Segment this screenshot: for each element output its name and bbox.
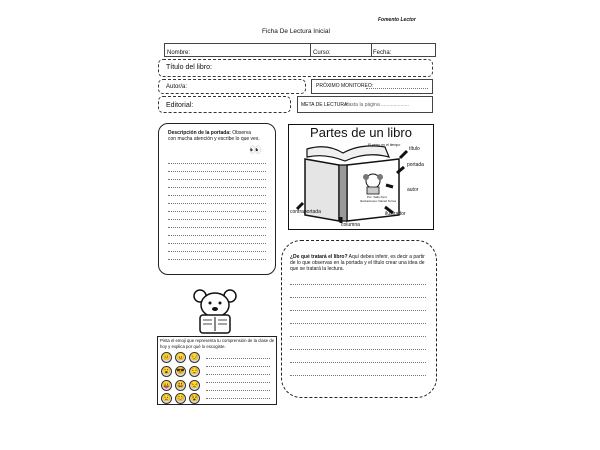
reading-goal-label: META DE LECTURA: — [301, 102, 349, 108]
write-line — [168, 187, 266, 188]
write-line — [168, 259, 266, 260]
write-line — [290, 336, 426, 337]
write-line — [168, 243, 266, 244]
emoji-face[interactable]: 😐 — [162, 354, 171, 361]
emoji-face[interactable]: 😵 — [190, 395, 199, 402]
emoji-face[interactable]: 😠 — [176, 354, 185, 361]
book-byline: Por: Sally Kent — [367, 195, 387, 199]
emoji-face[interactable]: 😮 — [162, 368, 171, 375]
label-contraportada: contraportada — [290, 209, 321, 215]
write-line — [206, 366, 270, 367]
parts-title: Partes de un libro — [310, 125, 412, 140]
page-title: Ficha De Lectura Inicial — [262, 28, 330, 35]
write-line — [290, 323, 426, 324]
write-line — [168, 195, 266, 196]
publisher-label: Editorial: — [166, 102, 194, 109]
reading-goal-text: Hasta la página .................... — [345, 102, 409, 108]
write-line — [206, 390, 270, 391]
write-line — [168, 235, 266, 236]
write-line — [206, 382, 270, 383]
label-autor: autor — [407, 187, 419, 193]
name-field[interactable]: Nombre: — [167, 50, 191, 56]
date-field[interactable]: Fecha: — [373, 50, 392, 56]
label-columna: columna — [341, 222, 360, 228]
write-line — [168, 163, 266, 164]
write-line — [290, 362, 426, 363]
label-portada: portada — [407, 162, 424, 168]
write-line — [290, 349, 426, 350]
prediction-title: ¿De qué tratará el libro? — [290, 254, 348, 260]
emoji-face[interactable]: 😌 — [190, 368, 199, 375]
divider — [310, 44, 311, 56]
cover-description-title: Descripción de la portada: — [168, 130, 231, 136]
write-line — [206, 398, 270, 399]
cover-description-body: Observa con mucha atención y escribe lo que ves. — [168, 130, 260, 142]
monitor-line — [366, 88, 428, 89]
write-line — [290, 297, 426, 298]
write-line — [168, 203, 266, 204]
book-title-label: Título del libro: — [166, 64, 212, 71]
write-line — [206, 358, 270, 359]
bear-reading-icon — [192, 287, 238, 335]
book-page-title: El perro en el tiempo — [368, 143, 401, 147]
prediction-body: Aquí debes inferir, es decir a partir de lo que observas en la portada y el título crear una idea de que se tratará la lectura. — [290, 254, 425, 272]
write-line — [290, 310, 426, 311]
write-line — [168, 179, 266, 180]
parts-of-book-panel — [288, 124, 434, 230]
write-line — [168, 219, 266, 220]
write-line — [206, 374, 270, 375]
emoji-face[interactable]: 😊 — [176, 395, 185, 402]
emoji-face[interactable]: 😒 — [190, 382, 199, 389]
book-illustrator-credit: Ilustraciones: Daniel Torres — [360, 199, 397, 203]
course-field[interactable]: Curso: — [313, 50, 331, 56]
write-line — [168, 171, 266, 172]
write-line — [168, 251, 266, 252]
program-label: Fomento Lector — [378, 17, 416, 23]
emoji-face[interactable]: 😛 — [162, 382, 171, 389]
write-line — [168, 227, 266, 228]
emoji-face[interactable]: 😟 — [162, 395, 171, 402]
emoji-face[interactable]: 😔 — [190, 354, 199, 361]
write-line — [290, 284, 426, 285]
prediction-text — [290, 254, 428, 272]
eyes-icon: 👀 — [249, 145, 262, 156]
divider — [371, 44, 372, 56]
label-titulo: título — [409, 146, 420, 152]
write-line — [168, 211, 266, 212]
write-line — [290, 375, 426, 376]
author-label: Autor/a: — [166, 84, 188, 90]
cover-description-text — [168, 130, 260, 142]
next-monitor-label: PRÓXIMO MONITOREO: — [316, 83, 374, 89]
emoji-face[interactable]: 😎 — [176, 368, 185, 375]
emoji-instructions: Pinta el emoji que representa tu comprensión de la clase de hoy y explica por qué lo escogiste. — [160, 338, 275, 349]
student-info-row — [164, 43, 436, 57]
emoji-face[interactable]: 😃 — [176, 382, 185, 389]
label-ilustrador: ilustrador — [385, 211, 406, 217]
